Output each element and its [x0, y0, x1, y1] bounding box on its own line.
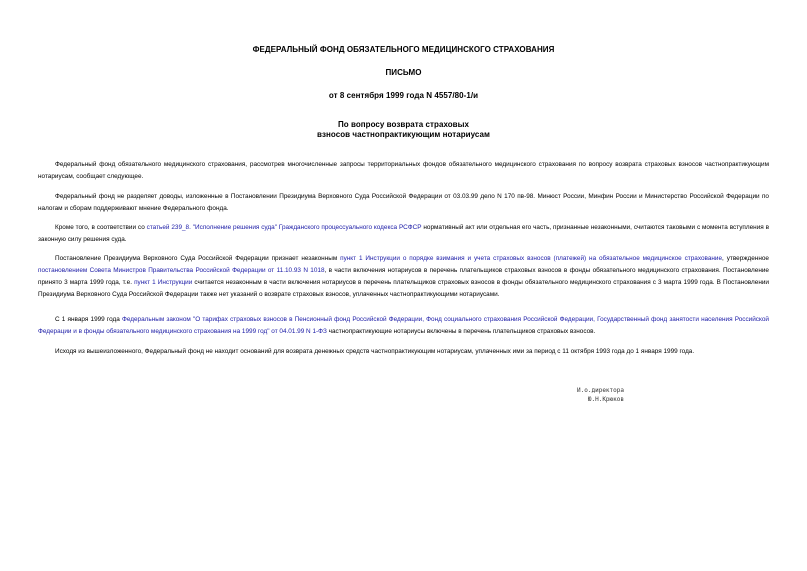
paragraph-5-text-b: частнопрактикующие нотариусы включены в перечень плательщиков страховых взносов. [326, 328, 596, 335]
paragraph-4-text-c: , в части включения нотариусов в перечень плательщиков страховых взносов в фонды обязательного медицинского страхования. Постановление принято 3 марта 1999 года, т.е. [38, 267, 769, 286]
organization-title: ФЕДЕРАЛЬНЫЙ ФОНД ОБЯЗАТЕЛЬНОГО МЕДИЦИНСКОГО СТРАХОВАНИЯ [252, 45, 555, 54]
link-instruction-item-1-short[interactable]: пункт 1 Инструкции [134, 279, 193, 286]
paragraph-3-text-a: Кроме того, в соответствии со [55, 224, 147, 231]
link-gpk-article-239-8[interactable]: статьей 239_8. "Исполнение решения суда" Гражданского процессуального кодекса РСФСР [146, 224, 422, 231]
paragraph-6-text: Исходя из вышеизложенного, Федеральный фонд не находит оснований для возврата денежных средств частнопрактикующим нотариусам, уплаченных ими за период с 11 октября 1993 года до 1 января 1999 года. [55, 348, 695, 355]
document-type: ПИСЬМО [385, 68, 422, 77]
link-federal-law-1-fz[interactable]: Федеральным законом "О тарифах страховых взносов в Пенсионный фонд Российской Федерации, Фонд социального страхования Российской Федерации, Государственный фонд занятости населения Российской Федерации и в фонды обязательного медицинского страхования на 1999 год" от 04.01.99 N 1-ФЗ [38, 316, 769, 335]
paragraph-2 [38, 191, 769, 215]
paragraph-4 [38, 253, 769, 301]
signature-block [569, 387, 624, 404]
paragraph-2-text: Федеральный фонд не разделяет доводы, изложенные в Постановлении Президиума Верховного Суда Российской Федерации от 03.03.99 дело N 170 пв-98. Минюст России, Минфин России и Министерство Российской Федерации по налогам и сборам поддерживают мнение Федерального фонда. [38, 193, 769, 212]
signature-name: Ю.Н.Крюков [587, 395, 624, 403]
subject-line-2: взносов частнопрактикующим нотариусам [317, 130, 490, 139]
paragraph-3-text-b: нормативный акт или отдельная его часть, признанные незаконными, считаются таковыми с момента вступления в законную силу решения суда. [38, 224, 769, 243]
signature-title: И.о.директора [577, 387, 624, 394]
document-date-number: от 8 сентября 1999 года N 4557/80-1/и [328, 91, 479, 100]
paragraph-5-text-a: С 1 января 1999 года [55, 316, 122, 323]
paragraph-4-text-d: считается незаконным в части включения нотариусов в перечень плательщиков страховых взносов в фонды обязательного медицинского страхования с 3 марта 1999 года. В Постановлении Президиума Верховного Суда Российской Федерации также нет указаний о возврате страховых взносов, уплаченных частнопрактикующими нотариусами. [38, 279, 770, 298]
subject-line-1: По вопросу возврата страховых [337, 120, 470, 129]
paragraph-6 [38, 346, 769, 358]
paragraph-1 [38, 159, 769, 183]
link-instruction-item-1[interactable]: пункт 1 Инструкции о порядке взимания и учета страховых взносов (платежей) на обязательное медицинское страхование [340, 255, 723, 262]
paragraph-4-text-b: , утвержденное [722, 255, 769, 262]
link-government-resolution-1018[interactable]: постановлением Совета Министров Правительства Российской Федерации от 11.10.93 N 1018 [38, 267, 325, 274]
paragraph-3 [38, 222, 769, 246]
paragraph-4-text-a: Постановление Президиума Верховного Суда Российской Федерации признает незаконным [55, 255, 341, 262]
paragraph-5 [38, 314, 769, 338]
paragraph-1-text: Федеральный фонд обязательного медицинского страхования, рассмотрев многочисленные запросы территориальных фондов обязательного медицинского страхования по вопросу возврата страховых взносов частнопрактикующим нотариусам, сообщает следующее. [38, 161, 769, 180]
